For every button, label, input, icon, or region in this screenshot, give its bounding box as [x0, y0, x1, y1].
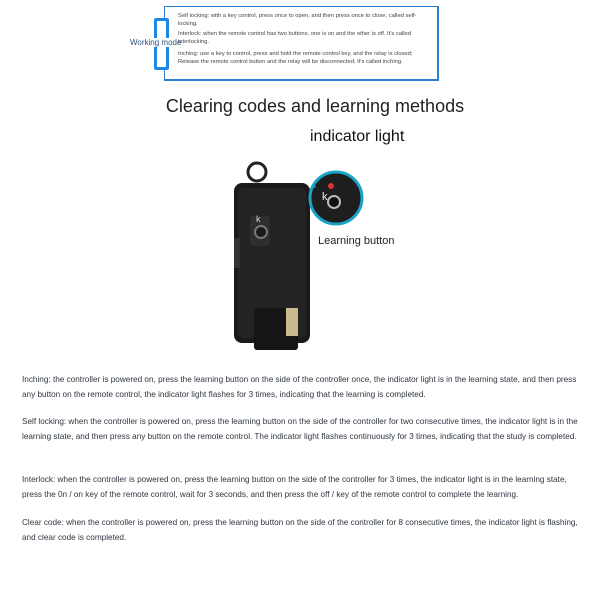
learning-button-label: Learning button — [318, 235, 395, 247]
body-learning-button — [255, 226, 267, 238]
working-mode-label: Working mode — [130, 38, 182, 47]
indicator-light-label: indicator light — [310, 128, 405, 145]
controller-device-illustration — [226, 150, 426, 355]
keyring-loop — [248, 163, 266, 181]
instruction-inching: Inching: the controller is powered on, press the learning button on the side of the controller once, the indicator light is in the learning state, and then press any button on the remote control, the indicator light flashes for 3 times, indicating that the learning is completed. — [22, 375, 577, 399]
zoom-k-mark: k — [322, 191, 328, 203]
instruction-self-locking: Self locking: when the controller is powered on, press the learning button on the side of the controller for two consecutive times, the indicator light is in the learning state, and then press any button on the remote control. The indicator light flashes continuously for 3 times, indicating that the study is completed. — [22, 417, 578, 441]
device-side-ridge — [234, 238, 240, 268]
device-terminal — [286, 308, 298, 336]
interlock-description: Interlock: when the remote control has two buttons, one is on and the other is off. It's called interlocking. — [178, 31, 412, 45]
body-k-mark: k — [256, 214, 261, 224]
inching-description: Inching: use a key to control, press and hold the remote control key, and the relay is closed; Release the remote control button and the relay will be disconnected; It's called inching. — [178, 51, 413, 65]
zoom-learning-button — [328, 196, 340, 208]
instruction-clear-code: Clear code: when the controller is powered on, press the learning button on the side of the controller for 8 consecutive times, the indicator light is flashing, and clear code is completed. — [22, 518, 578, 542]
page-title: Clearing codes and learning methods — [165, 96, 465, 116]
instruction-interlock: Interlock: when the controller is powered on, press the learning button on the side of the controller for 3 times, the indicator light is in the learning state, press the 0n / on key of the remote control, wait for 3 seconds, and then press the off / key of the remote control to complete the learning. — [22, 475, 567, 499]
zoom-indicator-dot — [328, 183, 334, 189]
self-locking-description: Self locking: with a key control, press once to open, and then press once to close, called self-locking. — [178, 13, 417, 27]
